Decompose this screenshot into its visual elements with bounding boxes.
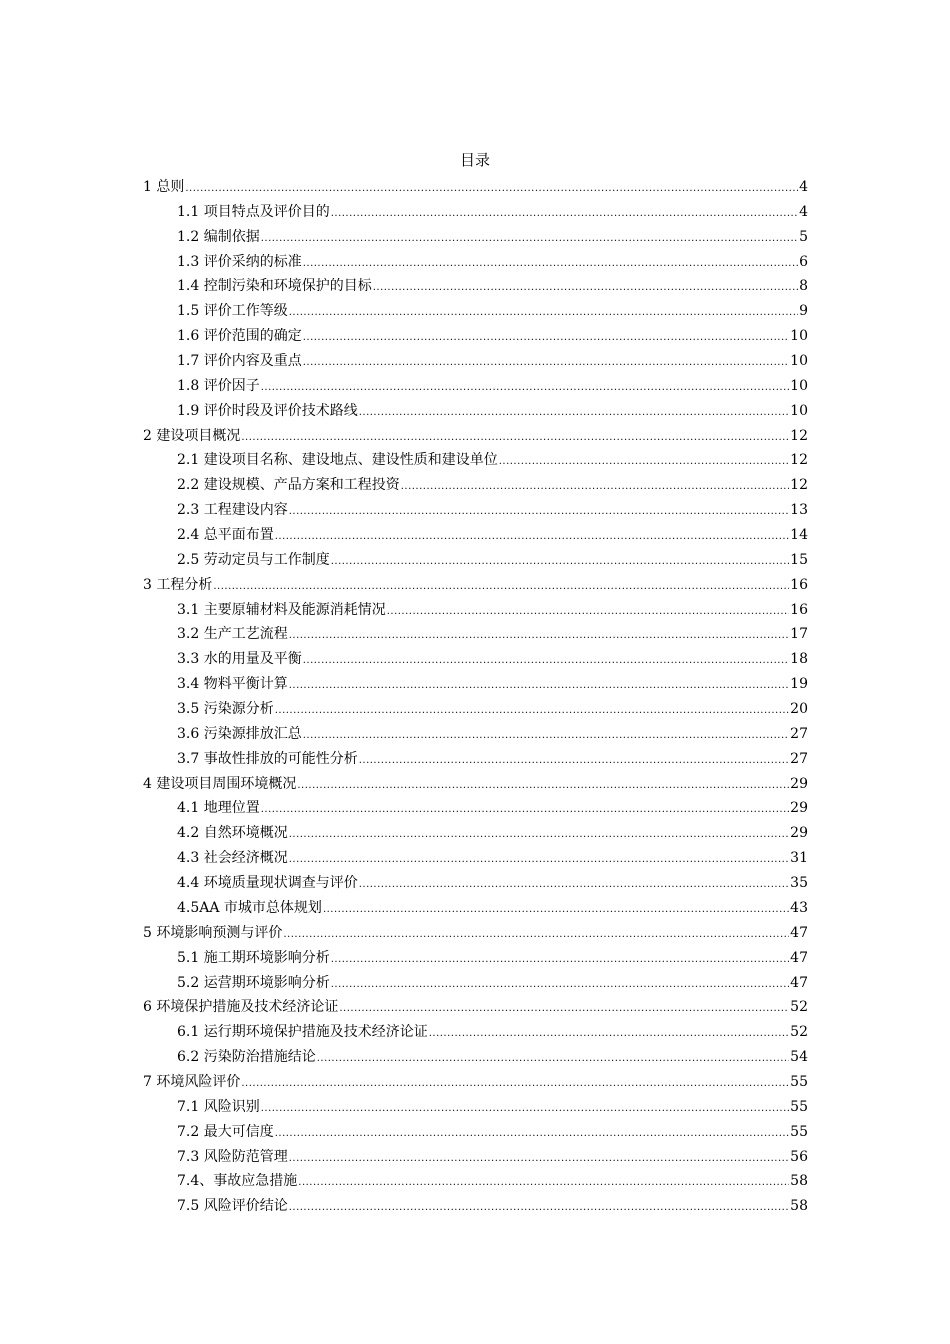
toc-leader-dots — [303, 349, 789, 376]
toc-entry-page: 54 — [790, 1049, 808, 1066]
toc-entry-page: 55 — [790, 1073, 808, 1090]
toc-entry-page: 6 — [799, 253, 808, 270]
toc-entry-page: 52 — [790, 1024, 808, 1041]
toc-entry-label: 5.2 运营期环境影响分析 — [177, 974, 330, 991]
toc-entry-label: 3.4 物料平衡计算 — [177, 676, 288, 693]
toc-entry-label: 6.2 污染防治措施结论 — [177, 1049, 316, 1066]
toc-entry-label: 2.2 建设规模、产品方案和工程投资 — [177, 477, 400, 494]
toc-entry[interactable] — [143, 374, 808, 399]
toc-leader-dots — [289, 622, 789, 649]
toc-entry-page: 12 — [790, 427, 808, 444]
toc-leader-dots — [289, 498, 789, 525]
toc-leader-dots — [297, 772, 789, 799]
toc-entry[interactable] — [143, 175, 808, 200]
toc-entry-label: 5 环境影响预测与评价 — [143, 924, 283, 941]
toc-entry-label: 6.1 运行期环境保护措施及技术经济论证 — [177, 1024, 428, 1041]
toc-entry-page: 29 — [790, 825, 808, 842]
toc-entry-label: 3.3 水的用量及平衡 — [177, 651, 302, 668]
toc-entry[interactable] — [143, 622, 808, 647]
toc-entry-page: 43 — [790, 899, 808, 916]
toc-entry-label: 3.6 污染源排放汇总 — [177, 725, 302, 742]
toc-leader-dots — [499, 448, 789, 475]
toc-entry-page: 5 — [799, 228, 808, 245]
toc-leader-dots — [298, 1169, 789, 1196]
toc-entry-page: 10 — [790, 377, 808, 394]
toc-entry-label: 1.6 评价范围的确定 — [177, 328, 302, 345]
toc-entry[interactable] — [143, 424, 808, 449]
toc-entry-page: 17 — [790, 626, 808, 643]
toc-entry-page: 18 — [790, 651, 808, 668]
toc-leader-dots — [331, 548, 789, 575]
toc-leader-dots — [275, 697, 789, 724]
toc-entry[interactable] — [143, 1020, 808, 1045]
toc-entry-label: 4.2 自然环境概况 — [177, 825, 288, 842]
toc-entry-page: 52 — [790, 999, 808, 1016]
toc-entry[interactable] — [143, 1194, 808, 1219]
toc-entry-page: 27 — [790, 750, 808, 767]
toc-entry-label: 7.4、事故应急措施 — [177, 1173, 298, 1190]
toc-entry[interactable] — [143, 548, 808, 573]
toc-entry-page: 8 — [799, 278, 808, 295]
toc-entry[interactable] — [143, 1145, 808, 1170]
toc-entry[interactable] — [143, 299, 808, 324]
toc-entry-page: 55 — [790, 1123, 808, 1140]
toc-entry-label: 4 建设项目周围环境概况 — [143, 775, 297, 792]
toc-entry-label: 7.5 风险评价结论 — [177, 1198, 288, 1215]
toc-entry-label: 1.4 控制污染和环境保护的目标 — [177, 278, 372, 295]
toc-entry-label: 1.8 评价因子 — [177, 377, 260, 394]
toc-entry-page: 16 — [790, 601, 808, 618]
toc-leader-dots — [261, 796, 789, 823]
toc-leader-dots — [359, 747, 789, 774]
toc-entry-label: 2 建设项目概况 — [143, 427, 241, 444]
toc-entry-page: 14 — [790, 527, 808, 544]
toc-entry[interactable] — [143, 747, 808, 772]
toc-entry[interactable] — [143, 498, 808, 523]
toc-leader-dots — [359, 399, 789, 426]
toc-entry-page: 29 — [790, 775, 808, 792]
toc-entry-label: 1.2 编制依据 — [177, 228, 260, 245]
toc-entry[interactable] — [143, 448, 808, 473]
toc-entry-page: 31 — [790, 850, 808, 867]
toc-leader-dots — [289, 1194, 789, 1221]
toc-leader-dots — [241, 1070, 789, 1097]
toc-entry-label: 1.1 项目特点及评价目的 — [177, 203, 330, 220]
toc-entry-page: 13 — [790, 502, 808, 519]
toc-entry[interactable] — [143, 971, 808, 996]
toc-entry[interactable] — [143, 1070, 808, 1095]
toc-leader-dots — [373, 274, 798, 301]
toc-entry-page: 55 — [790, 1098, 808, 1115]
toc-entry-label: 7.1 风险识别 — [177, 1098, 260, 1115]
toc-leader-dots — [185, 175, 798, 202]
toc-entry-page: 16 — [790, 576, 808, 593]
toc-entry-label: 1.9 评价时段及评价技术路线 — [177, 402, 358, 419]
toc-entry-label: 4.1 地理位置 — [177, 800, 260, 817]
toc-leader-dots — [317, 1045, 789, 1072]
toc-entry-label: 3.2 生产工艺流程 — [177, 626, 288, 643]
toc-leader-dots — [289, 299, 798, 326]
toc-entry-label: 3.7 事故性排放的可能性分析 — [177, 750, 358, 767]
toc-entry[interactable] — [143, 796, 808, 821]
toc-leader-dots — [331, 200, 798, 227]
toc-entry[interactable] — [143, 473, 808, 498]
toc-entry[interactable] — [143, 274, 808, 299]
toc-entry-label: 2.3 工程建设内容 — [177, 502, 288, 519]
toc-entry-label: 1 总则 — [143, 179, 185, 195]
toc-entry-label: 2.5 劳动定员与工作制度 — [177, 551, 330, 568]
toc-leader-dots — [323, 896, 789, 923]
toc-entry[interactable] — [143, 772, 808, 797]
toc-leader-dots — [331, 946, 789, 973]
toc-leader-dots — [261, 1095, 789, 1122]
toc-leader-dots — [387, 598, 789, 625]
toc-entry-page: 20 — [790, 701, 808, 718]
toc-leader-dots — [283, 921, 789, 948]
toc-entry-label: 1.7 评价内容及重点 — [177, 353, 302, 370]
toc-leader-dots — [303, 647, 789, 674]
toc-leader-dots — [359, 871, 789, 898]
toc-entry[interactable] — [143, 1095, 808, 1120]
toc-entry-page: 4 — [799, 179, 808, 195]
toc-leader-dots — [289, 672, 789, 699]
toc-entry-page: 4 — [799, 203, 808, 220]
toc-entry[interactable] — [143, 399, 808, 424]
toc-entry[interactable] — [143, 200, 808, 225]
toc-leader-dots — [303, 324, 789, 351]
toc-leader-dots — [429, 1020, 789, 1047]
toc-entry[interactable] — [143, 647, 808, 672]
toc-entry[interactable] — [143, 1045, 808, 1070]
toc-entry-label: 5.1 施工期环境影响分析 — [177, 949, 330, 966]
toc-entry-page: 10 — [790, 353, 808, 370]
toc-entry[interactable] — [143, 871, 808, 896]
toc-entry[interactable] — [143, 523, 808, 548]
toc-entry-label: 3.1 主要原辅材料及能源消耗情况 — [177, 601, 386, 618]
toc-leader-dots — [289, 846, 789, 873]
toc-entry-page: 15 — [790, 551, 808, 568]
toc-entry-label: 4.5AA 市城市总体规划 — [177, 899, 322, 916]
toc-entry[interactable] — [143, 995, 808, 1020]
toc-entry[interactable] — [143, 697, 808, 722]
toc-entry-page: 10 — [790, 328, 808, 345]
toc-entry[interactable] — [143, 896, 808, 921]
toc-leader-dots — [241, 424, 789, 451]
toc-entry[interactable] — [143, 324, 808, 349]
toc-entry[interactable] — [143, 921, 808, 946]
toc-entry-page: 58 — [790, 1198, 808, 1215]
toc-entry-label: 7.2 最大可信度 — [177, 1123, 274, 1140]
toc-title: 目录 — [459, 151, 490, 169]
toc-entry-label: 2.1 建设项目名称、建设地点、建设性质和建设单位 — [177, 452, 498, 469]
toc-entry-page: 58 — [790, 1173, 808, 1190]
toc-leader-dots — [289, 821, 789, 848]
toc-entry-page: 12 — [790, 452, 808, 469]
toc-entry-page: 29 — [790, 800, 808, 817]
toc-leader-dots — [261, 374, 789, 401]
toc-entry-label: 4.4 环境质量现状调查与评价 — [177, 875, 358, 892]
toc-entry-page: 19 — [790, 676, 808, 693]
toc-entry-page: 47 — [790, 974, 808, 991]
toc-leader-dots — [339, 995, 789, 1022]
toc-entry-label: 6 环境保护措施及技术经济论证 — [143, 999, 339, 1016]
toc-list — [143, 175, 808, 1219]
toc-entry[interactable] — [143, 573, 808, 598]
toc-entry[interactable] — [143, 722, 808, 747]
toc-entry[interactable] — [143, 598, 808, 623]
toc-entry-page: 56 — [790, 1148, 808, 1165]
toc-entry-label: 7.3 风险防范管理 — [177, 1148, 288, 1165]
toc-leader-dots — [303, 250, 798, 277]
toc-leader-dots — [275, 523, 789, 550]
toc-entry-label: 1.3 评价采纳的标准 — [177, 253, 302, 270]
toc-entry-page: 12 — [790, 477, 808, 494]
toc-entry[interactable] — [143, 672, 808, 697]
toc-entry-page: 47 — [790, 924, 808, 941]
toc-leader-dots — [331, 971, 789, 998]
toc-leader-dots — [401, 473, 789, 500]
toc-leader-dots — [213, 573, 789, 600]
toc-leader-dots — [275, 1120, 789, 1147]
toc-entry-label: 3.5 污染源分析 — [177, 701, 274, 718]
toc-entry[interactable] — [143, 821, 808, 846]
toc-entry[interactable] — [143, 1120, 808, 1145]
toc-entry[interactable] — [143, 946, 808, 971]
toc-entry[interactable] — [143, 225, 808, 250]
toc-entry-page: 35 — [790, 875, 808, 892]
toc-entry[interactable] — [143, 349, 808, 374]
toc-leader-dots — [289, 1145, 789, 1172]
toc-entry-label: 1.5 评价工作等级 — [177, 303, 288, 320]
toc-entry-label: 2.4 总平面布置 — [177, 527, 274, 544]
toc-entry-label: 4.3 社会经济概况 — [177, 850, 288, 867]
toc-entry-page: 47 — [790, 949, 808, 966]
toc-leader-dots — [303, 722, 789, 749]
toc-entry-label: 7 环境风险评价 — [143, 1073, 241, 1090]
toc-entry[interactable] — [143, 1169, 808, 1194]
toc-entry-page: 9 — [799, 303, 808, 320]
toc-entry[interactable] — [143, 250, 808, 275]
toc-entry-page: 27 — [790, 725, 808, 742]
toc-entry-label: 3 工程分析 — [143, 576, 213, 593]
toc-entry-page: 10 — [790, 402, 808, 419]
toc-entry[interactable] — [143, 846, 808, 871]
toc-leader-dots — [261, 225, 798, 252]
